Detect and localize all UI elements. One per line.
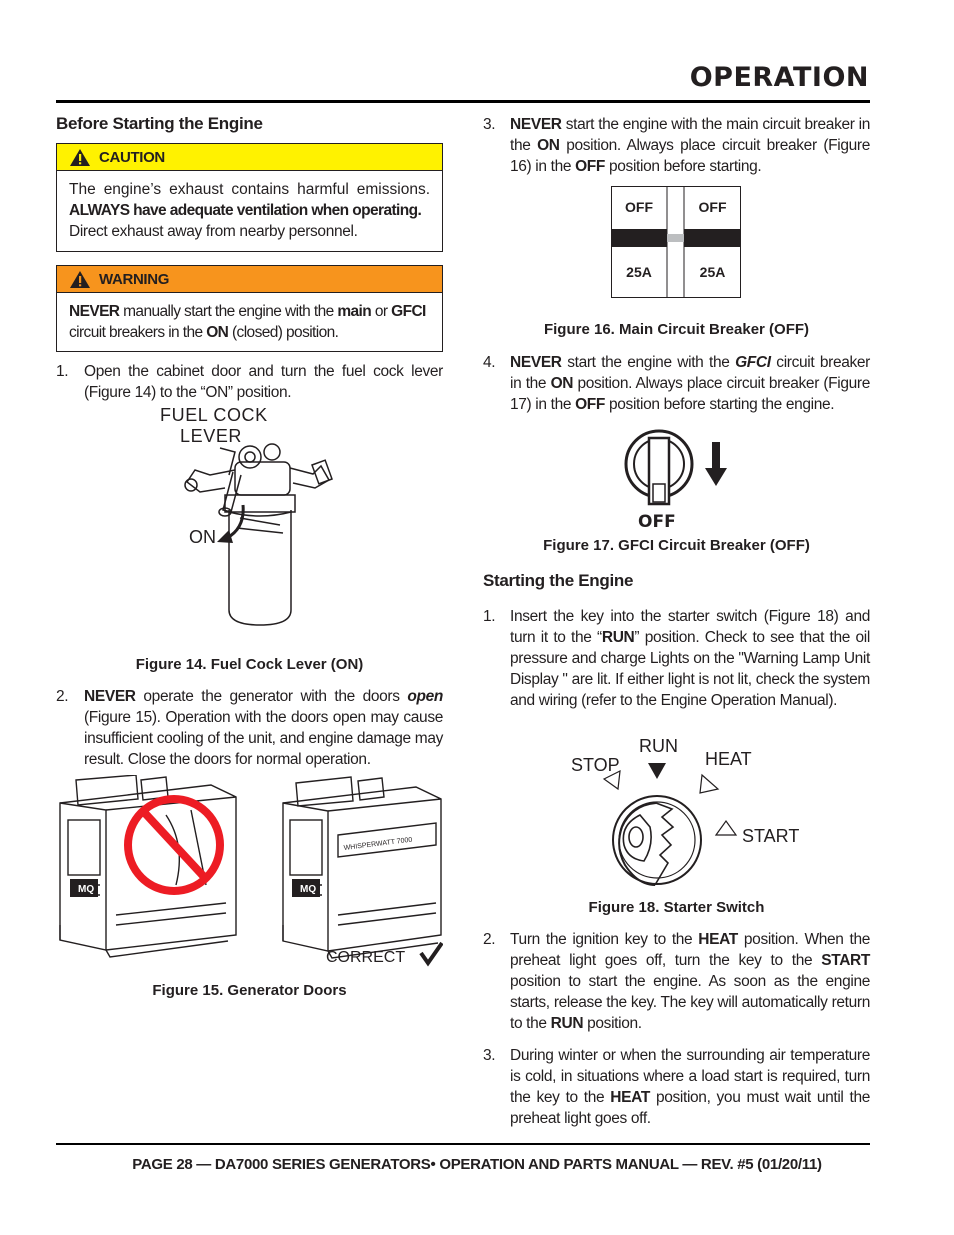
breaker-right-amp: 25A: [699, 264, 726, 280]
figure-14-fuel-cock: [125, 400, 415, 635]
warning-line-2: circuit breakers in the ON (closed) position.: [69, 324, 339, 341]
breaker-right-off: OFF: [698, 199, 727, 215]
warning-header: [57, 266, 442, 293]
step-3: 3. NEVER start the engine with the main circuit breaker in the ON position. Always place circuit breaker (Figure 16) in the OFF position before starting.: [483, 116, 870, 175]
start-step-3: 3. During winter or when the surrounding air temperature is cold, in situations where a load start is required, turn the key to the HEAT position, you must wait until the preheat light goes off.: [483, 1047, 871, 1127]
run-label: RUN: [639, 736, 678, 756]
gfci-off-label: OFF: [638, 512, 676, 532]
figure-16-caption: Figure 16. Main Circuit Breaker (OFF): [543, 321, 810, 338]
svg-text:MQ: MQ: [300, 884, 317, 895]
breaker-left-amp: 25A: [626, 264, 652, 280]
stop-label: STOP: [571, 755, 620, 775]
step-1: 1. Open the cabinet door and turn the fuel cock lever (Figure 14) to the “ON” position.: [56, 363, 443, 401]
warning-box: [56, 265, 443, 352]
step-2: 2. NEVER operate the generator with the doors open (Figure 15). Operation with the doors open may cause insufficient cooling of the unit, and engine damage may result. Close the doors for normal operation.: [56, 688, 443, 768]
start-step-1: 1. Insert the key into the starter switch (Figure 18) and turn it to the “RUN” position. Check to see that the oil pressure and charge Lights on the "Warning Lamp Unit Display " are lit. If either light is not lit, check the system and wiring (refer to the Engine Operation Manual).: [483, 608, 870, 709]
caution-line-3: Direct exhaust away from nearby personnel.: [69, 223, 358, 240]
arrow-down-icon: [705, 442, 727, 486]
fuel-cock-label: FUEL COCK LEVER: [160, 405, 268, 446]
footer-rule: [56, 1143, 870, 1145]
section-title-before-starting: Before Starting the Engine: [56, 114, 263, 133]
page-footer: PAGE 28 — DA7000 SERIES GENERATORS• OPERATION AND PARTS MANUAL — REV. #5 (01/20/11): [132, 1156, 822, 1173]
caution-label: CAUTION: [99, 148, 165, 166]
warning-body: [57, 293, 442, 351]
fuel-cock-lever-drawing: [125, 400, 415, 635]
header-rule: [56, 100, 870, 103]
caution-line-2: ALWAYS have adequate ventilation when operating.: [69, 202, 422, 219]
heat-label: HEAT: [705, 749, 752, 769]
gfci-switch-drawing: [620, 424, 740, 514]
start-label: START: [742, 826, 800, 846]
caution-line-1: The engine’s exhaust contains harmful emissions.: [69, 181, 430, 198]
figure-17-caption: Figure 17. GFCI Circuit Breaker (OFF): [543, 537, 810, 554]
start-step-2: 2. Turn the ignition key to the HEAT position. When the preheat light goes off, turn the key to the START position to start the engine. As soon as the engine starts, release the key. The key will automatically return to the RUN position.: [483, 931, 870, 1032]
warning-label: WARNING: [99, 270, 170, 288]
page-title: OPERATION: [689, 62, 869, 93]
correct-label: CORRECT: [326, 949, 406, 966]
caution-body: [57, 171, 442, 250]
caution-header: [57, 144, 442, 171]
svg-text:WHISPERWATT 7000: WHISPERWATT 7000: [343, 836, 413, 852]
caution-box: [56, 143, 443, 252]
prohibited-icon: [128, 799, 220, 891]
figure-14-caption: Figure 14. Fuel Cock Lever (ON): [135, 656, 364, 673]
warning-line-1: NEVER manually start the engine with the main or GFCI: [69, 303, 426, 320]
warning-triangle-icon: [69, 270, 91, 289]
caution-triangle-icon: [69, 148, 91, 167]
on-label: ON: [189, 527, 216, 547]
figure-18-caption: Figure 18. Starter Switch: [588, 899, 765, 916]
figure-18-starter-switch: [560, 735, 820, 895]
figure-16-main-breaker: [611, 186, 741, 298]
figure-15-caption: Figure 15. Generator Doors: [152, 982, 347, 999]
svg-text:MQ: MQ: [78, 884, 95, 895]
breaker-left-off: OFF: [625, 199, 653, 215]
check-mark-icon: [421, 943, 442, 963]
generator-doors-drawing: [56, 775, 443, 975]
figure-17-gfci-breaker: [620, 424, 740, 534]
section-title-starting-engine: Starting the Engine: [483, 571, 634, 590]
step-4: 4. NEVER start the engine with the GFCI circuit breaker in the ON position. Always place circuit breaker (Figure 17) in the OFF position before starting the engine.: [483, 354, 870, 413]
figure-15-generator-doors: [56, 775, 443, 975]
